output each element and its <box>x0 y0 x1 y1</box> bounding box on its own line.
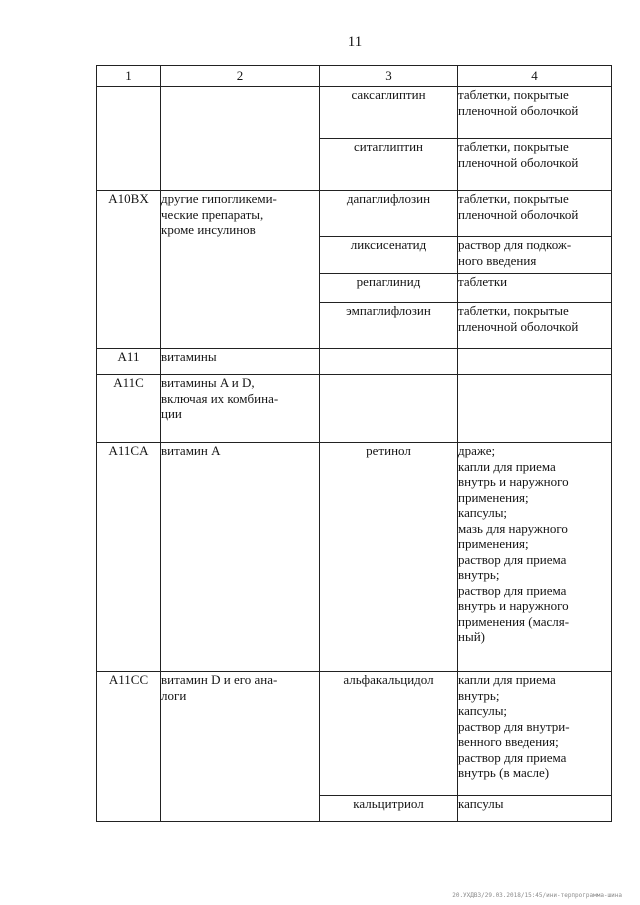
drug-name-cell <box>320 375 458 443</box>
table-body <box>97 87 612 822</box>
atc-code-cell <box>97 87 161 191</box>
drug-name-cell: кальцитриол <box>320 796 458 822</box>
dosage-form-cell-line: раствор для приема <box>458 749 567 765</box>
dosage-form-cell-line: внутрь; <box>458 567 500 582</box>
dosage-form-cell-line: таблетки <box>458 274 508 289</box>
dosage-form-cell-line: применения; <box>458 489 529 505</box>
dosage-form-cell <box>458 303 612 349</box>
drug-name-cell: саксаглиптин <box>320 87 458 139</box>
dosage-form-cell-line: драже; <box>458 443 496 458</box>
group-name-cell <box>161 191 320 349</box>
atc-code-cell: A10BX <box>97 191 161 349</box>
dosage-form-cell-line: раствор для приема <box>458 551 567 567</box>
column-header: 2 <box>161 66 320 87</box>
drug-name-cell: эмпаглифлозин <box>320 303 458 349</box>
dosage-form-cell-line: ный) <box>458 629 485 644</box>
dosage-form-cell-line: применения (масля- <box>458 613 570 629</box>
drug-table <box>96 65 612 822</box>
dosage-form-cell-line: капсулы <box>458 796 504 811</box>
dosage-form-cell <box>458 443 612 672</box>
column-header: 3 <box>320 66 458 87</box>
dosage-form-cell-line: применения; <box>458 536 529 551</box>
column-header: 1 <box>97 66 161 87</box>
dosage-form-cell <box>458 191 612 237</box>
dosage-form-cell-line: таблетки, покрытые <box>458 139 569 154</box>
dosage-form-cell <box>458 796 612 822</box>
dosage-form-cell-line: капли для приема <box>458 672 556 687</box>
atc-code-cell: A11CC <box>97 672 161 822</box>
dosage-form-cell-line: пленочной оболочкой <box>458 318 579 334</box>
dosage-form-cell-line: таблетки, покрытые <box>458 87 569 102</box>
dosage-form-cell-line: раствор для приема <box>458 582 567 598</box>
footer-stamp: 20.УХДВЗ/29.03.2018/15:45/ини-терпрограмма-шина <box>452 892 622 899</box>
drug-name-cell <box>320 349 458 375</box>
drug-name-cell: дапаглифлозин <box>320 191 458 237</box>
drug-name-cell: ситаглиптин <box>320 139 458 191</box>
group-name-cell <box>161 375 320 443</box>
dosage-form-cell-line: венного введения; <box>458 734 559 749</box>
atc-code-cell: A11 <box>97 349 161 375</box>
group-name-cell <box>161 443 320 672</box>
group-name-cell-line: логи <box>161 687 187 703</box>
table-row <box>97 349 612 375</box>
dosage-form-cell-line: раствор для подкож- <box>458 237 572 252</box>
group-name-cell-line: витамин A <box>161 443 221 458</box>
dosage-form-cell-line: пленочной оболочкой <box>458 102 579 118</box>
dosage-form-cell-line: капли для приема <box>458 458 556 474</box>
group-name-cell <box>161 672 320 822</box>
dosage-form-cell-line: внутрь (в масле) <box>458 765 550 780</box>
drug-name-cell: альфакальцидол <box>320 672 458 796</box>
page-number: 11 <box>347 34 363 50</box>
dosage-form-cell-line: таблетки, покрытые <box>458 191 569 206</box>
group-name-cell-line: ческие препараты, <box>161 206 264 222</box>
group-name-cell-line: витамины <box>161 349 217 364</box>
dosage-form-cell <box>458 274 612 303</box>
dosage-form-cell-line: ного введения <box>458 252 537 268</box>
drug-name-cell: ликсисенатид <box>320 237 458 274</box>
table-header-row <box>97 66 612 87</box>
table-row <box>97 672 612 796</box>
dosage-form-cell-line: пленочной оболочкой <box>458 154 579 170</box>
dosage-form-cell-line: капсулы; <box>458 703 508 718</box>
dosage-form-cell-line: внутрь; <box>458 687 500 703</box>
table-row <box>97 87 612 139</box>
group-name-cell-line: другие гипогликеми- <box>161 191 277 206</box>
group-name-cell <box>161 87 320 191</box>
column-header: 4 <box>458 66 612 87</box>
dosage-form-cell-line: внутрь и наружного <box>458 598 569 613</box>
table-row <box>97 191 612 237</box>
dosage-form-cell-line: капсулы; <box>458 505 508 520</box>
dosage-form-cell-line: таблетки, покрытые <box>458 303 569 318</box>
table-row <box>97 375 612 443</box>
group-name-cell-line: включая их комбина- <box>161 390 279 406</box>
dosage-form-cell-line: пленочной оболочкой <box>458 206 579 222</box>
dosage-form-cell <box>458 237 612 274</box>
dosage-form-cell <box>458 672 612 796</box>
group-name-cell <box>161 349 320 375</box>
dosage-form-cell-line: внутрь и наружного <box>458 474 569 489</box>
drug-name-cell: ретинол <box>320 443 458 672</box>
atc-code-cell: A11CA <box>97 443 161 672</box>
group-name-cell-line: кроме инсулинов <box>161 222 256 237</box>
dosage-form-cell <box>458 375 612 443</box>
dosage-form-cell-line: мазь для наружного <box>458 520 568 536</box>
drug-name-cell: репаглинид <box>320 274 458 303</box>
table-row <box>97 443 612 672</box>
dosage-form-cell <box>458 139 612 191</box>
atc-code-cell: A11C <box>97 375 161 443</box>
group-name-cell-line: витамин D и его ана- <box>161 672 278 687</box>
group-name-cell-line: ции <box>161 406 182 421</box>
dosage-form-cell <box>458 87 612 139</box>
dosage-form-cell-line: раствор для внутри- <box>458 718 570 734</box>
group-name-cell-line: витамины A и D, <box>161 375 255 390</box>
dosage-form-cell <box>458 349 612 375</box>
